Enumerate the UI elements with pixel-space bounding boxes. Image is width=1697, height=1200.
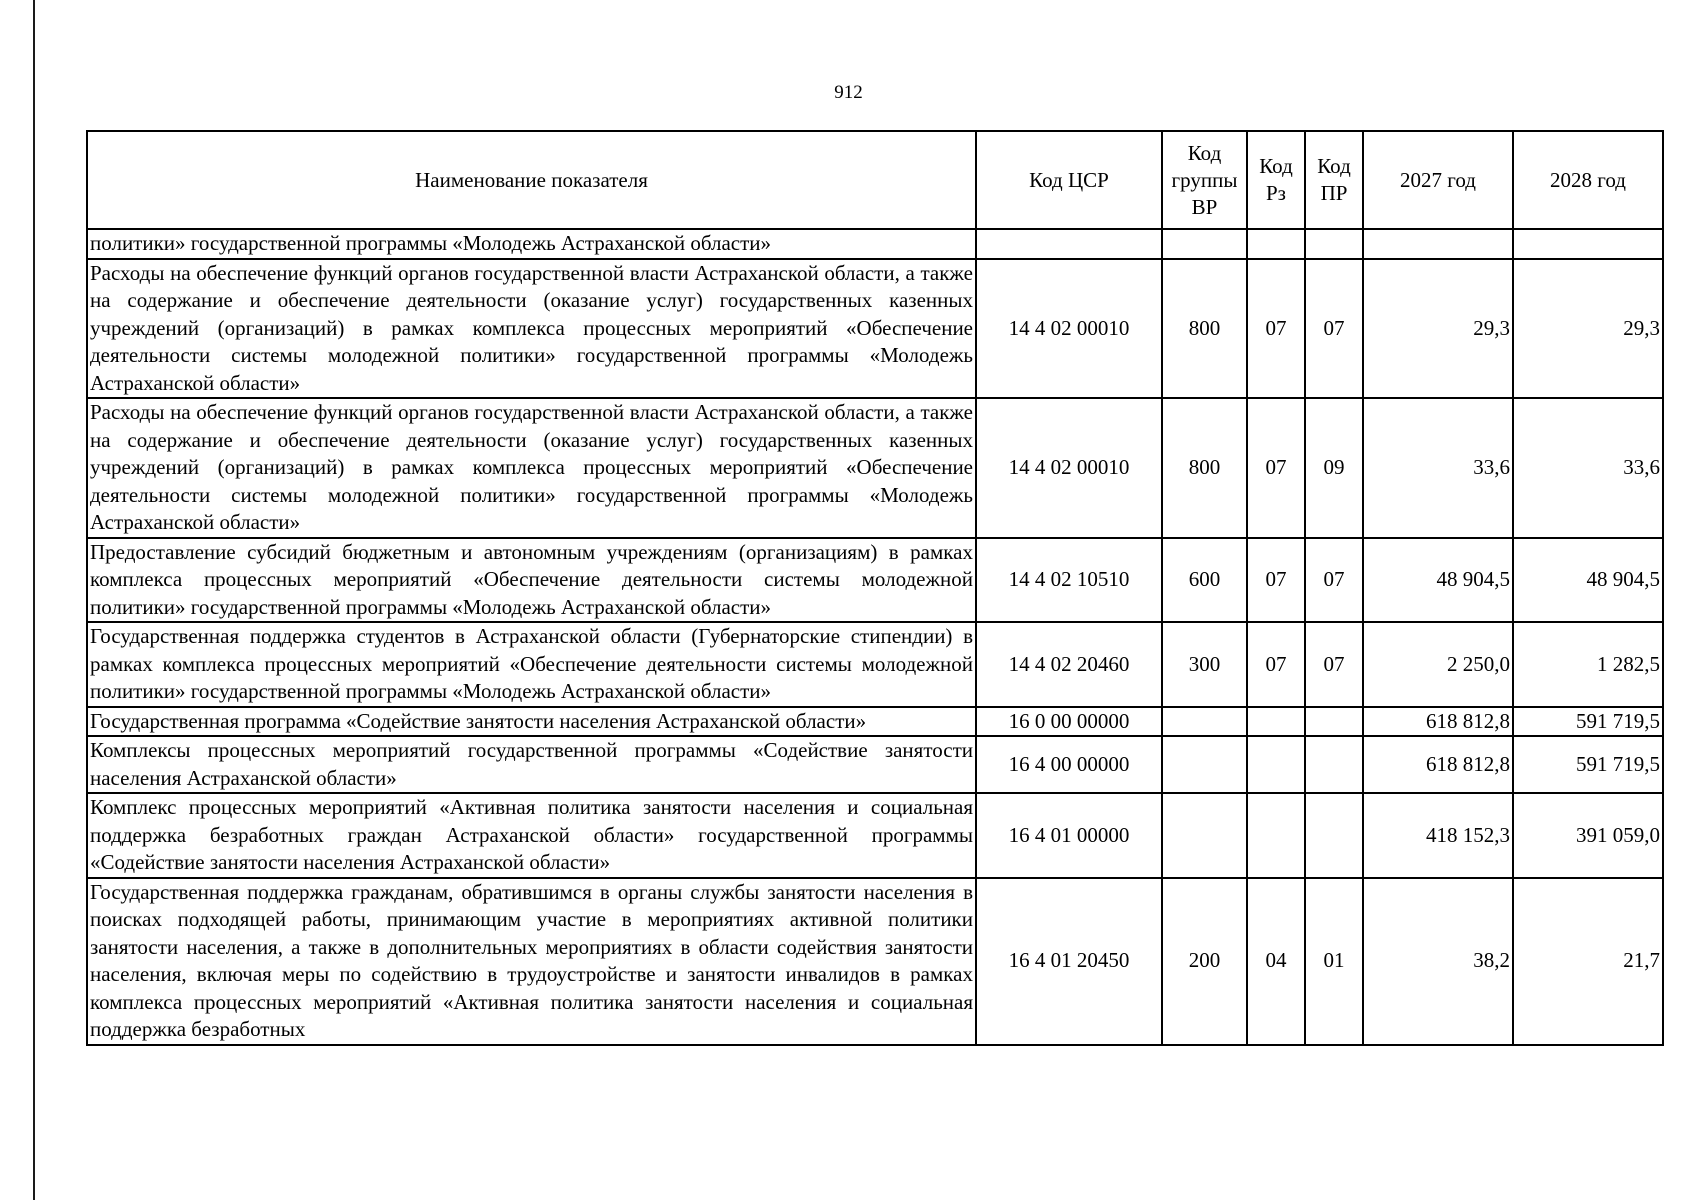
row-csr-code: 14 4 02 10510: [976, 538, 1162, 623]
row-name: Расходы на обеспечение функций органов государственной власти Астраханской области, а также на содержание и обеспечение деятельности (оказание услуг) государственных казенных учреждений (организаций) в рамках комплекса процессных мероприятий «Обеспечение деятельности системы молодежной политики» государственной программы «Молодежь Астраханской области»: [87, 259, 976, 399]
header-year-2028: 2028 год: [1513, 131, 1663, 229]
row-rz-code: [1247, 229, 1305, 259]
table-row: [87, 878, 1663, 1045]
row-name: политики» государственной программы «Молодежь Астраханской области»: [87, 229, 976, 259]
row-amount-2028: [1513, 229, 1663, 259]
row-rz-code: [1247, 736, 1305, 793]
table-row: [87, 259, 1663, 399]
row-vr-code: 300: [1162, 622, 1247, 707]
row-rz-code: 07: [1247, 259, 1305, 399]
header-name: Наименование показателя: [87, 131, 976, 229]
table-row: [87, 398, 1663, 538]
row-vr-code: [1162, 229, 1247, 259]
row-vr-code: [1162, 707, 1247, 737]
row-pr-code: 07: [1305, 259, 1363, 399]
header-year-2027: 2027 год: [1363, 131, 1513, 229]
row-amount-2027: 418 152,3: [1363, 793, 1513, 878]
row-csr-code: 16 4 01 20450: [976, 878, 1162, 1045]
row-amount-2027: 618 812,8: [1363, 707, 1513, 737]
row-amount-2027: 38,2: [1363, 878, 1513, 1045]
row-csr-code: 14 4 02 00010: [976, 259, 1162, 399]
table-row: [87, 793, 1663, 878]
row-amount-2028: 29,3: [1513, 259, 1663, 399]
row-amount-2028: 21,7: [1513, 878, 1663, 1045]
row-rz-code: [1247, 793, 1305, 878]
row-amount-2028: 591 719,5: [1513, 707, 1663, 737]
row-pr-code: [1305, 229, 1363, 259]
row-name: Государственная поддержка гражданам, обратившимся в органы службы занятости населения в поисках подходящей работы, принимающим участие в мероприятиях активной политики занятости населения, а также в дополнительных мероприятиях в области содействия занятости населения, включая меры по содействию в трудоустройстве и занятости инвалидов в рамках комплекса процессных мероприятий «Активная политика занятости населения и социальная поддержка безработных: [87, 878, 976, 1045]
row-name: Предоставление субсидий бюджетным и автономным учреждениям (организациям) в рамках комплекса процессных мероприятий «Обеспечение деятельности системы молодежной политики» государственной программы «Молодежь Астраханской области»: [87, 538, 976, 623]
row-amount-2028: 591 719,5: [1513, 736, 1663, 793]
row-vr-code: 800: [1162, 259, 1247, 399]
table-row: [87, 707, 1663, 737]
row-amount-2027: 29,3: [1363, 259, 1513, 399]
row-vr-code: [1162, 736, 1247, 793]
row-amount-2027: [1363, 229, 1513, 259]
row-pr-code: 01: [1305, 878, 1363, 1045]
row-amount-2028: 33,6: [1513, 398, 1663, 538]
header-csr-code: Код ЦСР: [976, 131, 1162, 229]
row-pr-code: [1305, 707, 1363, 737]
row-rz-code: 07: [1247, 398, 1305, 538]
table-row: [87, 538, 1663, 623]
row-pr-code: 07: [1305, 622, 1363, 707]
row-pr-code: [1305, 793, 1363, 878]
row-vr-code: 200: [1162, 878, 1247, 1045]
table-row: [87, 622, 1663, 707]
row-csr-code: [976, 229, 1162, 259]
row-name: Расходы на обеспечение функций органов государственной власти Астраханской области, а также на содержание и обеспечение деятельности (оказание услуг) государственных казенных учреждений (организаций) в рамках комплекса процессных мероприятий «Обеспечение деятельности системы молодежной политики» государственной программы «Молодежь Астраханской области»: [87, 398, 976, 538]
header-pr-code: Код ПР: [1305, 131, 1363, 229]
row-amount-2027: 618 812,8: [1363, 736, 1513, 793]
row-amount-2027: 48 904,5: [1363, 538, 1513, 623]
header-vr-code: Код группы ВР: [1162, 131, 1247, 229]
row-vr-code: [1162, 793, 1247, 878]
row-amount-2028: 48 904,5: [1513, 538, 1663, 623]
row-pr-code: [1305, 736, 1363, 793]
row-csr-code: 16 4 01 00000: [976, 793, 1162, 878]
row-name: Комплексы процессных мероприятий государственной программы «Содействие занятости населения Астраханской области»: [87, 736, 976, 793]
header-rz-code: Код Рз: [1247, 131, 1305, 229]
row-csr-code: 16 4 00 00000: [976, 736, 1162, 793]
row-name: Государственная поддержка студентов в Астраханской области (Губернаторские стипендии) в рамках комплекса процессных мероприятий «Обеспечение деятельности системы молодежной политики» государственной программы «Молодежь Астраханской области»: [87, 622, 976, 707]
table-row: [87, 229, 1663, 259]
row-amount-2028: 1 282,5: [1513, 622, 1663, 707]
row-rz-code: [1247, 707, 1305, 737]
row-csr-code: 14 4 02 20460: [976, 622, 1162, 707]
table-row: [87, 736, 1663, 793]
row-amount-2027: 33,6: [1363, 398, 1513, 538]
row-amount-2028: 391 059,0: [1513, 793, 1663, 878]
row-name: Комплекс процессных мероприятий «Активная политика занятости населения и социальная поддержка безработных граждан Астраханской области» государственной программы «Содействие занятости населения Астраханской области»: [87, 793, 976, 878]
row-vr-code: 600: [1162, 538, 1247, 623]
binding-edge-line: [33, 0, 35, 1200]
row-amount-2027: 2 250,0: [1363, 622, 1513, 707]
row-rz-code: 07: [1247, 538, 1305, 623]
page-number: 912: [834, 82, 863, 103]
row-rz-code: 07: [1247, 622, 1305, 707]
table-header-row: [87, 131, 1663, 229]
row-csr-code: 16 0 00 00000: [976, 707, 1162, 737]
row-name: Государственная программа «Содействие занятости населения Астраханской области»: [87, 707, 976, 737]
row-pr-code: 07: [1305, 538, 1363, 623]
row-pr-code: 09: [1305, 398, 1363, 538]
row-vr-code: 800: [1162, 398, 1247, 538]
row-rz-code: 04: [1247, 878, 1305, 1045]
row-csr-code: 14 4 02 00010: [976, 398, 1162, 538]
budget-table: [86, 130, 1664, 1046]
